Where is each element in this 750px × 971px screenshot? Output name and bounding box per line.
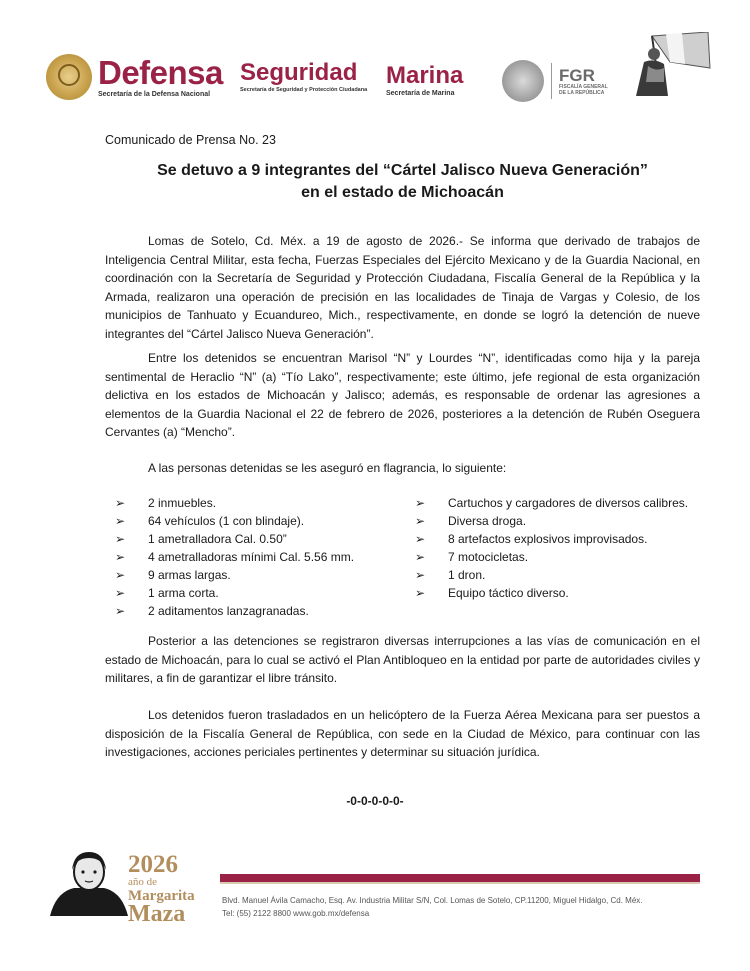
national-seal-icon [46,54,92,100]
list-item: ➢ 1 dron. [415,568,486,582]
list-item: ➢ 9 armas largas. [115,568,231,582]
seized-items-right [415,494,701,602]
list-item: ➢ 64 vehículos (1 con blindaje). [115,514,305,528]
footer-contact: Tel: (55) 2122 8800 www.gob.mx/defensa [222,909,370,918]
marina-logo [386,64,463,97]
list-item: ➢ 2 aditamentos lanzagranadas. [115,604,309,618]
title-line-2: en el estado de Michoacán [301,184,504,201]
defensa-subtitle: Secretaría de la Defensa Nacional [98,91,211,98]
footer-bar [220,874,700,882]
paragraph-5: Los detenidos fueron trasladados en un helicóptero de la Fuerza Aérea Mexicana para ser puestos a disposición de la Fiscalía General de República, con sede en la Ciudad de México, para continuar con las investigaciones, acciones periciales pertinentes y determinar su situación jurídica. [105,708,700,759]
year-block [128,852,195,926]
fgr-seal-icon [502,60,544,102]
footer-address: Blvd. Manuel Ávila Camacho, Esq. Av. Industria Militar S/N, Col. Lomas de Sotelo, CP.11200, Miguel Hidalgo, Cd. Méx. [222,896,643,905]
arrow-bullet-icon: ➢ [115,532,126,546]
paragraph-3: A las personas detenidas se les aseguró en flagrancia, lo siguiente: [148,461,507,475]
paragraph-1: Lomas de Sotelo, Cd. Méx. a 19 de agosto de 2026.- Se informa que derivado de trabajos de Inteligencia Central Militar, esta fecha, Fuerzas Especiales del Ejército Mexicano y de la Guardia Nacional, en coordinación con la Secretaría de Seguridad y Protección Ciudadana, Fiscalía General de la República y la Armada, realizaron una operación de precisión en las localidades de Tinaja de Vargas y Colesio, de los municipios de Tanhuato y Ecuandureo, Mich., respectivamente, en donde se logró la detención de nueve integrantes del “Cártel Jalisco Nueva Generación”. [105,234,700,341]
arrow-bullet-icon: ➢ [115,604,126,618]
defensa-logo [46,54,223,100]
fgr-name: FGR [559,65,595,85]
arrow-bullet-icon: ➢ [415,586,426,600]
fgr-divider [551,63,552,99]
arrow-bullet-icon: ➢ [115,568,126,582]
seguridad-subtitle: Secretaría de Seguridad y Protección Ciudadana [240,87,368,93]
fgr-logo [502,60,608,102]
list-item: ➢ Equipo táctico diverso. [415,586,569,600]
arrow-bullet-icon: ➢ [115,586,126,600]
marina-subtitle: Secretaría de Marina [386,90,455,97]
list-item: ➢ 1 ametralladora Cal. 0.50” [115,532,287,546]
defensa-name: Defensa [98,54,223,91]
arrow-bullet-icon: ➢ [415,514,426,528]
list-item: ➢ Cartuchos y cargadores de diversos calibres. [415,496,689,510]
end-marks: -0-0-0-0-0- [346,794,404,808]
page-title [105,160,700,204]
arrow-bullet-icon: ➢ [415,550,426,564]
footer-address-block [222,894,702,920]
year-surname: Maza [128,901,186,928]
header-logos [40,30,710,100]
arrow-bullet-icon: ➢ [115,514,126,528]
footer-bar-accent [220,882,700,884]
arrow-bullet-icon: ➢ [415,568,426,582]
paragraph-2: Entre los detenidos se encuentran Marisol “N” y Lourdes “N”, identificadas como hija y la pareja sentimental de Heraclio “N” (a) “Tío Lako”, respectivamente; este último, jefe regional de esta organización delictiva en los estados de Michoacán y Jalisco; además, es responsable de ordenar las agresiones a elementos de la Guardia Nacional el 22 de febrero de 2026, posteriores a la detención de Rubén Oseguera Cervantes (a) “Mencho”. [105,351,700,439]
year-sub: año de [128,876,158,888]
list-item: ➢ Diversa droga. [415,514,527,528]
list-item: ➢ 7 motocicletas. [415,550,529,564]
seized-items-left [115,494,400,620]
list-item: ➢ 8 artefactos explosivos improvisados. [415,532,648,546]
seguridad-logo [240,61,367,93]
list-item: ➢ 4 ametralladoras mínimi Cal. 5.56 mm. [115,550,355,564]
press-release-number: Comunicado de Prensa No. 23 [105,133,276,147]
marina-name: Marina [386,62,464,89]
list-item: ➢ 2 inmuebles. [115,496,217,510]
flag-figure-icon [630,32,712,96]
fgr-subtitle-2: DE LA REPÚBLICA [559,89,605,96]
seguridad-name: Seguridad [240,59,358,86]
arrow-bullet-icon: ➢ [115,496,126,510]
arrow-bullet-icon: ➢ [115,550,126,564]
year-name: Margarita [128,887,195,904]
year: 2026 [128,851,178,878]
title-line-1: Se detuvo a 9 integrantes del “Cártel Jalisco Nueva Generación” [157,162,648,179]
fgr-subtitle-1: FISCALÍA GENERAL [559,83,608,90]
portrait-icon [50,848,128,916]
arrow-bullet-icon: ➢ [415,532,426,546]
list-item: ➢ 1 arma corta. [115,586,219,600]
paragraph-4: Posterior a las detenciones se registraron diversas interrupciones a las vías de comunicación en el estado de Michoacán, para lo cual se activó el Plan Antibloqueo en la entidad por parte de autoridades civiles y militares, a fin de garantizar el libre tránsito. [105,634,700,685]
arrow-bullet-icon: ➢ [415,496,426,510]
